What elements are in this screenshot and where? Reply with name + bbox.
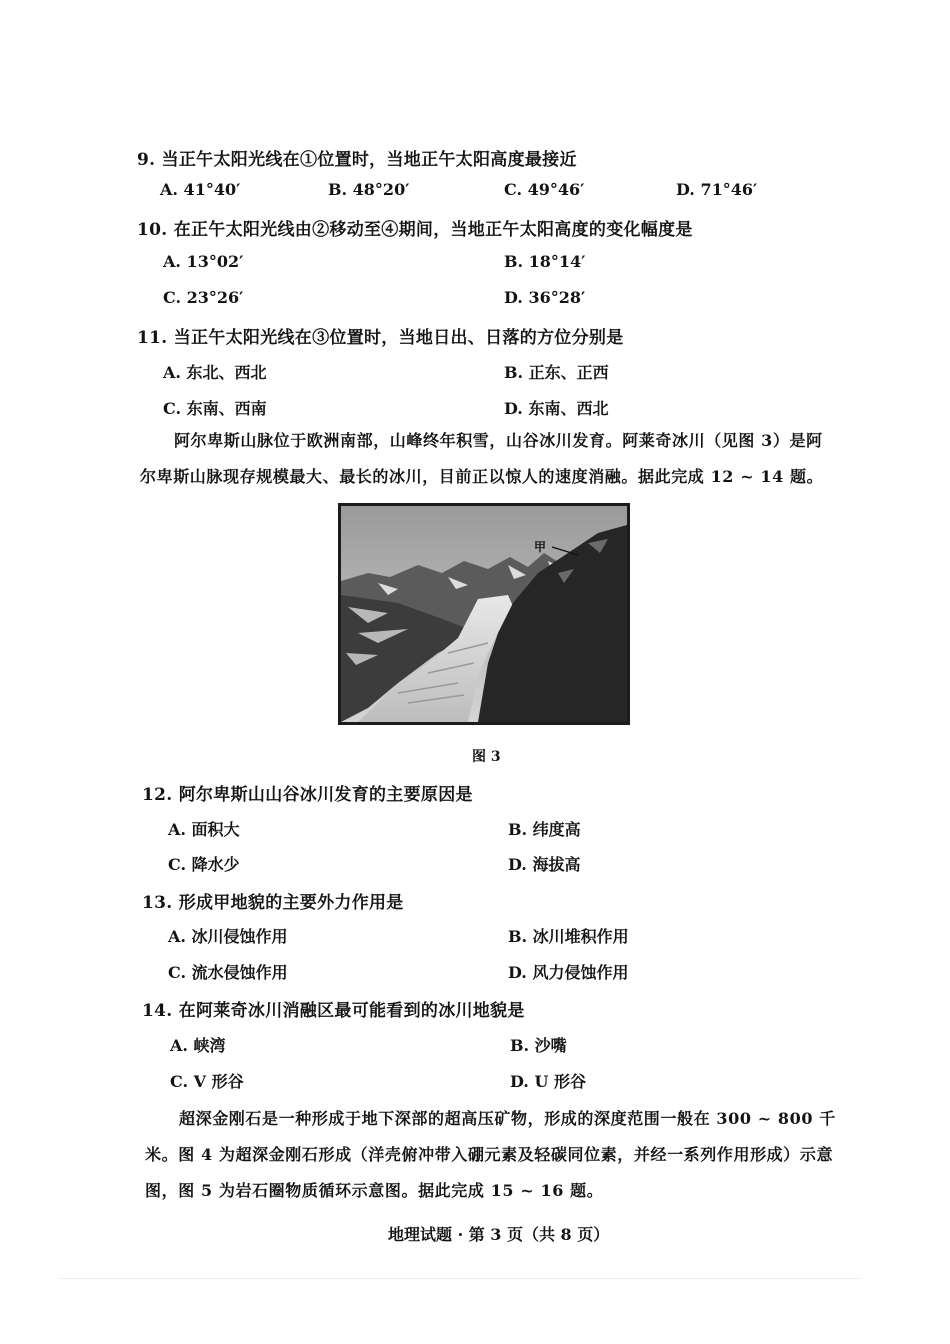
question-13-option-b[interactable]: B. 冰川堆积作用 [508, 927, 629, 946]
question-14-option-c[interactable]: C. V 形谷 [170, 1072, 244, 1091]
question-9-stem: 9. 当正午太阳光线在①位置时，当地正午太阳高度最接近 [137, 150, 577, 170]
question-12-option-d[interactable]: D. 海拔高 [508, 855, 581, 874]
question-10-option-a[interactable]: A. 13°02′ [163, 252, 244, 271]
figure-3-caption: 图 3 [472, 749, 501, 765]
question-14-option-b[interactable]: B. 沙嘴 [510, 1036, 567, 1055]
glacier-passage-line-1: 阿尔卑斯山脉位于欧洲南部，山峰终年积雪，山谷冰川发育。阿莱奇冰川（见图 3）是阿 [174, 431, 823, 450]
question-10-option-d[interactable]: D. 36°28′ [504, 288, 586, 307]
question-12-option-c[interactable]: C. 降水少 [168, 855, 240, 874]
glacier-passage [140, 423, 840, 495]
question-11-option-d[interactable]: D. 东南、西北 [504, 399, 609, 418]
page-footer: 地理试题 · 第 3 页（共 8 页） [388, 1225, 610, 1244]
question-13-stem: 13. 形成甲地貌的主要外力作用是 [142, 893, 404, 913]
question-9-option-a[interactable]: A. 41°40′ [160, 180, 241, 199]
question-12-option-b[interactable]: B. 纬度高 [508, 820, 581, 839]
question-12-stem: 12. 阿尔卑斯山山谷冰川发育的主要原因是 [142, 785, 473, 805]
question-9-option-d[interactable]: D. 71°46′ [676, 180, 758, 199]
question-9-option-b[interactable]: B. 48°20′ [328, 180, 410, 199]
question-14-option-a[interactable]: A. 峡湾 [170, 1036, 226, 1055]
diamond-passage [145, 1101, 845, 1209]
question-14-stem: 14. 在阿莱奇冰川消融区最可能看到的冰川地貌是 [142, 1001, 525, 1021]
question-10-stem: 10. 在正午太阳光线由②移动至④期间，当地正午太阳高度的变化幅度是 [137, 220, 693, 240]
question-14-option-d[interactable]: D. U 形谷 [510, 1072, 586, 1091]
page-bottom-rule [60, 1278, 860, 1279]
glacier-photo [338, 503, 630, 725]
question-12-option-a[interactable]: A. 面积大 [168, 820, 240, 839]
question-10-option-b[interactable]: B. 18°14′ [504, 252, 586, 271]
question-10-option-c[interactable]: C. 23°26′ [163, 288, 244, 307]
diamond-passage-line-1: 超深金刚石是一种形成于地下深部的超高压矿物，形成的深度范围一般在 300 ~ 800 千 [179, 1109, 836, 1128]
question-11-option-c[interactable]: C. 东南、西南 [163, 399, 267, 418]
question-13-option-a[interactable]: A. 冰川侵蚀作用 [168, 927, 288, 946]
glacier-passage-line-2: 尔卑斯山脉现存规模最大、最长的冰川，目前正以惊人的速度消融。据此完成 12 ~ 14 题。 [140, 467, 824, 486]
question-13-option-d[interactable]: D. 风力侵蚀作用 [508, 963, 629, 982]
question-11-stem: 11. 当正午太阳光线在③位置时，当地日出、日落的方位分别是 [137, 328, 624, 348]
question-11-option-b[interactable]: B. 正东、正西 [504, 363, 609, 382]
diamond-passage-line-3: 图，图 5 为岩石圈物质循环示意图。据此完成 15 ~ 16 题。 [145, 1181, 604, 1200]
label-jia: 甲 [534, 540, 547, 554]
question-13-option-c[interactable]: C. 流水侵蚀作用 [168, 963, 288, 982]
question-9-option-c[interactable]: C. 49°46′ [504, 180, 585, 199]
question-11-option-a[interactable]: A. 东北、西北 [163, 363, 267, 382]
diamond-passage-line-2: 米。图 4 为超深金刚石形成（洋壳俯冲带入硼元素及轻碳同位素，并经一系列作用形成）示意 [145, 1145, 834, 1164]
